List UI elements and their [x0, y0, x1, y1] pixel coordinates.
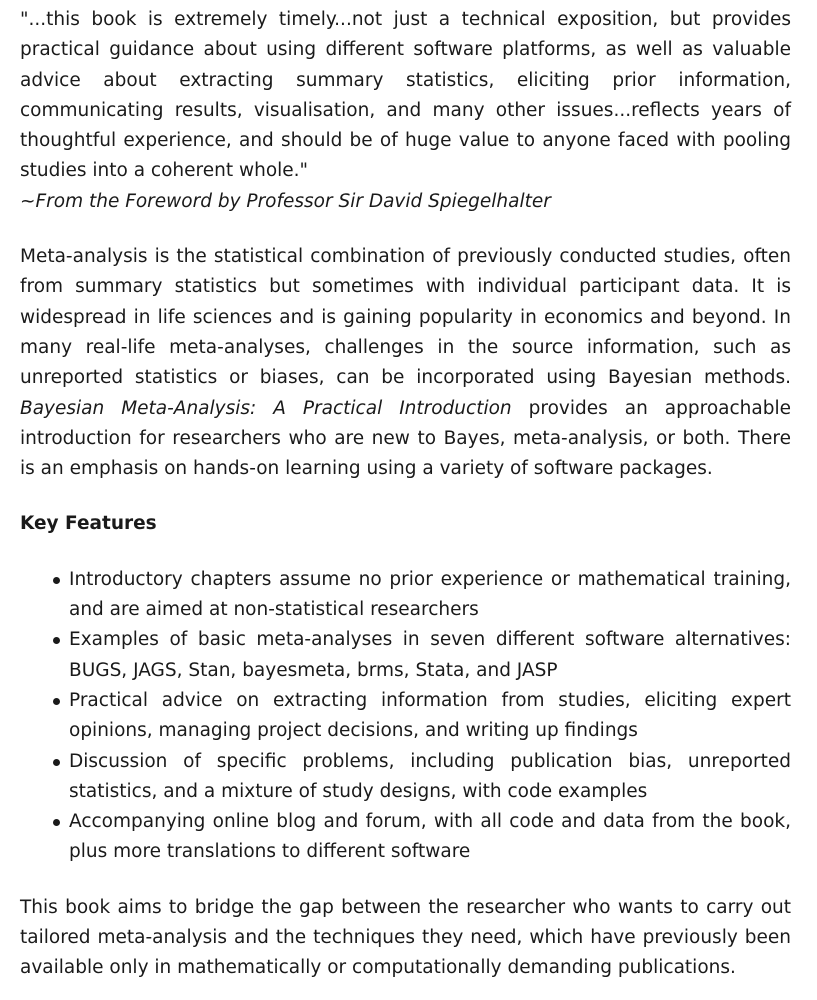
key-features-heading: Key Features: [20, 513, 157, 535]
list-item: Accompanying online blog and forum, with all code and data from the book, plus more translations to different software: [69, 807, 791, 868]
list-item: Practical advice on extracting information from studies, eliciting expert opinions, managing project decisions, and writing up findings: [69, 686, 791, 747]
list-item: Discussion of specific problems, including publication bias, unreported statistics, and a mixture of study designs, with code examples: [69, 747, 791, 808]
key-features-list: [20, 565, 791, 868]
foreword-attribution: ~From the Foreword by Professor Sir David Spiegelhalter: [20, 190, 551, 212]
intro-text-part1: Meta-analysis is the statistical combination of previously conducted studies, often from summary statistics but sometimes with individual participant data. It is widespread in life sciences and is gaining popularity in economics and beyond. In many real-life meta-analyses, challenges in the source information, such as unreported statistics or biases, can be incorporated using Bayesian methods.: [20, 246, 791, 389]
list-item: Examples of basic meta-analyses in seven different software alternatives: BUGS, JAGS, Stan, bayesmeta, brms, Stata, and JASP: [69, 625, 791, 686]
intro-paragraph: [20, 242, 791, 484]
intro-text-part2: provides an approachable introduction for researchers who are new to Bayes, meta-analysis, or both. There is an emphasis on hands-on learning using a variety of software packages.: [20, 397, 791, 480]
list-item: Introductory chapters assume no prior experience or mathematical training, and are aimed at non-statistical researchers: [69, 565, 791, 626]
conclusion-paragraph: This book aims to bridge the gap between the researcher who wants to carry out tailored meta-analysis and the techniques they need, which have previously been available only in mathematically or computationally demanding publications.: [20, 896, 791, 979]
book-title: Bayesian Meta-Analysis: A Practical Introduction: [20, 397, 512, 419]
foreword-quote: "...this book is extremely timely...not just a technical exposition, but provides practical guidance about using different software platforms, as well as valuable advice about extracting summary statistics, eliciting prior information, communicating results, visualisation, and many other issues...reflects years of thoughtful experience, and should be of huge value to anyone faced with pooling studies into a coherent whole.": [20, 9, 791, 182]
